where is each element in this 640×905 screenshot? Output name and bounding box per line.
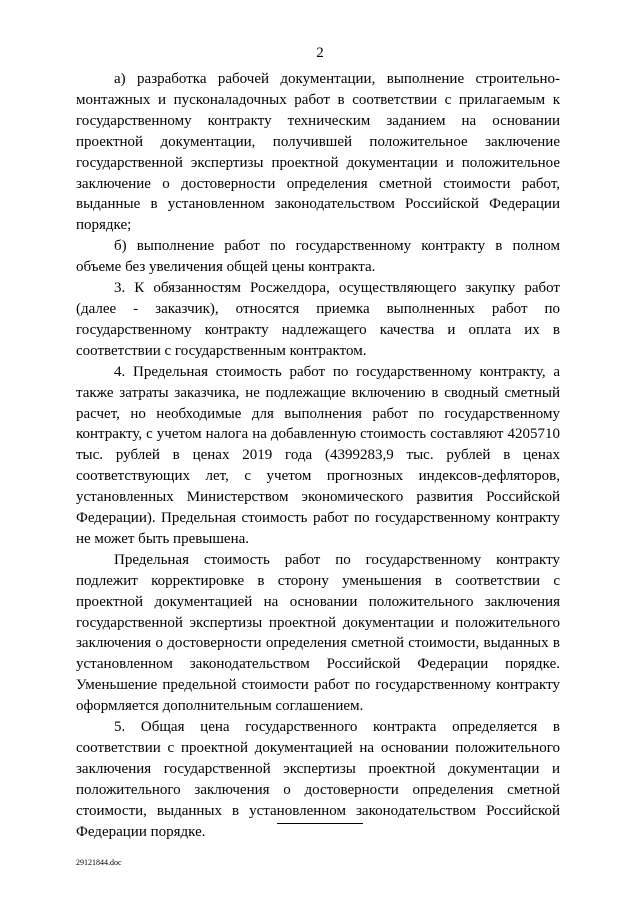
page-number: 2 [316, 45, 324, 61]
paragraph-clause-4-continued: Предельная стоимость работ по государственному контракту подлежит корректировке в сторону уменьшения в соответствии с проектной документацией на основании положительного заключения государственной экспертизы проектной документации и положительного заключения о достоверности определения сметной стоимости, выданных в установленном законодательством Российской Федерации порядке. Уменьшение предельной стоимости работ по государственному контракту оформляется дополнительным соглашением. [76, 551, 560, 715]
paragraph-clause-3: 3. К обязанностям Росжелдора, осуществляющего закупку работ (далее - заказчик), относятся приемка выполненных работ по государственному контракту надлежащего качества и оплата их в соответствии с государственным контрактом. [76, 280, 560, 359]
paragraph-clause-5: 5. Общая цена государственного контракта определяется в соответствии с проектной документацией на основании положительного заключения государственной экспертизы проектной документации и положительного заключения о достоверности определения сметной стоимости, выданных в установленном законодательством Российской Федерации порядке. [76, 719, 560, 840]
paragraph-item-a: а) разработка рабочей документации, выполнение строительно-монтажных и пусконаладочных работ в соответствии с прилагаемым к государственному контракту техническим заданием на основании проектной документации, получившей положительное заключение государственной экспертизы проектной документации и положительное заключение о достоверности определения сметной стоимости работ, выданные в установленном законодательством Российской Федерации порядке; [76, 71, 560, 234]
document-body [76, 69, 560, 843]
end-divider-line [277, 823, 363, 824]
document-file-id: 29121844.doc [76, 858, 122, 867]
paragraph-clause-4: 4. Предельная стоимость работ по государственному контракту, а также затраты заказчика, не подлежащие включению в сводный сметный расчет, но необходимые для выполнения работ по государственному контракту, с учетом налога на добавленную стоимость составляют 4205710 тыс. рублей в ценах 2019 года (4399283,9 тыс. рублей в ценах соответствующих лет, с учетом прогнозных индексов-дефляторов, установленных Министерством экономического развития Российской Федерации). Предельная стоимость работ по государственному контракту не может быть превышена. [76, 363, 560, 547]
paragraph-item-b: б) выполнение работ по государственному контракту в полном объеме без увеличения общей цены контракта. [76, 238, 560, 276]
